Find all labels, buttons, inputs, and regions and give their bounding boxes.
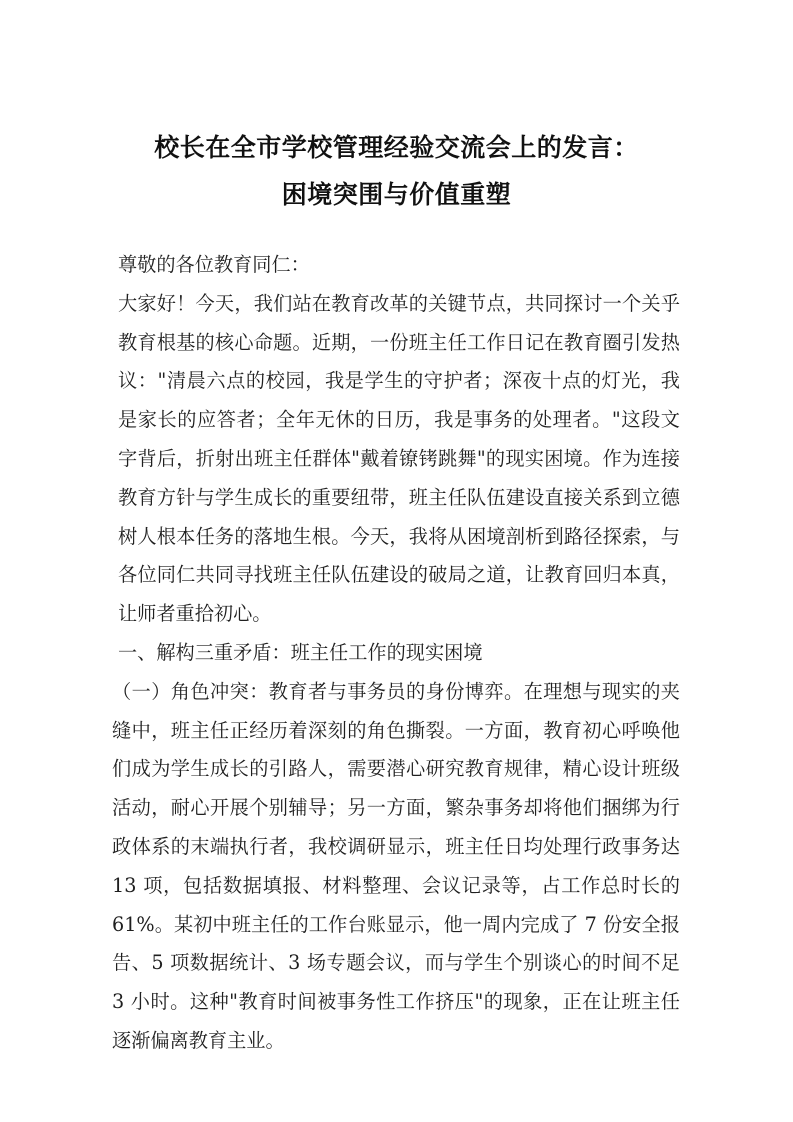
document-title-line1: 校长在全市学校管理经验交流会上的发言： <box>154 133 639 162</box>
document-body <box>112 246 680 1061</box>
section-heading: 一、解构三重矛盾：班主任工作的现实困境 <box>118 640 483 664</box>
subsection-paragraph <box>112 673 680 1061</box>
subsection-body: 在理想与现实的夹缝中，班主任正经历着深刻的角色撕裂。一方面，教育初心呼唤他们成为学生成长的引路人，需要潜心研究教育规律，精心设计班级活动，耐心开展个别辅导；另一方面，繁杂事务却将他们捆绑为行政体系的末端执行者，我校调研显示，班主任日均处理行政事务达 13 项，包括数据填报、材料整理、会议记录等，占工作总时长的 61%。某初中班主任的工作台账显示，他一周内完成了 7 份安全报告、5 项数据统计、3 场专题会议，而与学生个别谈心的时间不足 3 小时。这种"教育时间被事务性工作挤压"的现象，正在让班主任逐渐偏离教育主业。 <box>112 679 680 1052</box>
document-title-line2: 困境突围与价值重塑 <box>281 180 512 209</box>
salutation: 尊敬的各位教育同仁： <box>118 253 310 276</box>
subsection-heading: （一）角色冲突：教育者与事务员的身份博弈。 <box>112 679 524 703</box>
opening-paragraph: 大家好！今天，我们站在教育改革的关键节点，共同探讨一个关乎教育根基的核心命题。近期，一份班主任工作日记在教育圈引发热议："清晨六点的校园，我是学生的守护者；深夜十点的灯光，我是家长的应答者；全年无休的日历，我是事务的处理者。"这段文字背后，折射出班主任群体"戴着镣铐跳舞"的现实困境。作为连接教育方针与学生成长的重要纽带，班主任队伍建设直接关系到立德树人根本任务的落地生根。今天，我将从困境剖析到路径探索，与各位同仁共同寻找班主任队伍建设的破局之道，让教育回归本真，让师者重拾初心。 <box>118 291 680 626</box>
